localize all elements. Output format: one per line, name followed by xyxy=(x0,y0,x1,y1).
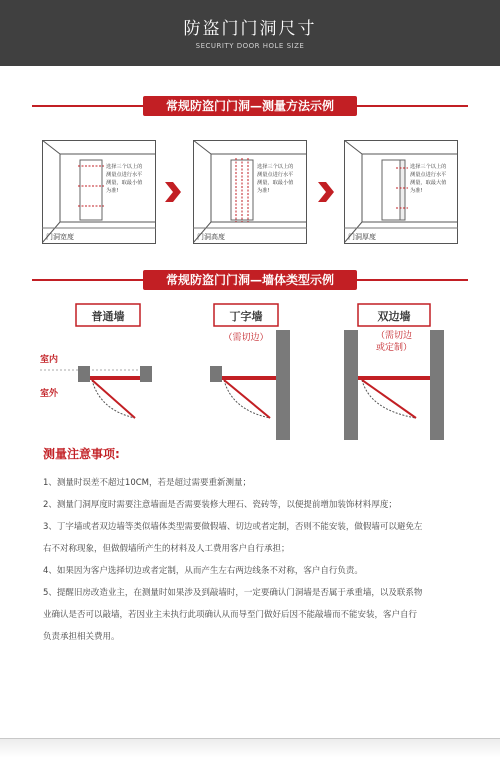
page-subtitle: SECURITY DOOR HOLE SIZE xyxy=(195,42,305,50)
chevron-right-icon xyxy=(318,182,334,202)
panel-label: 门洞高度 xyxy=(197,233,225,241)
wall-name: 普通墙 xyxy=(91,310,125,323)
note-item: 右不对称现象，但做假墙所产生的材料及人工费用客户自行承担； xyxy=(43,544,290,554)
note-item: 2、测量门洞厚度时需要注意墙面是否需要装修大理石、瓷砖等，以便提前增加装饰材料厚度； xyxy=(43,500,397,510)
panel-note-line: 测量，取最小值 xyxy=(257,180,294,186)
title-rule-left xyxy=(32,105,143,107)
panel-note-line: 测量点进行水平 xyxy=(410,172,447,178)
title-rule-left xyxy=(32,279,143,281)
measure-panel-height xyxy=(193,140,307,244)
page-header xyxy=(0,0,500,66)
notes-heading: 测量注意事项: xyxy=(43,447,120,461)
section-title-label: 常规防盗门门洞—墙体类型示例 xyxy=(143,270,357,290)
wall-note: （需切边 xyxy=(375,331,413,341)
wall-type-t xyxy=(200,300,300,440)
footer-shadow xyxy=(0,738,500,758)
panel-note-line: 测量，取最大值 xyxy=(410,180,447,186)
note-item: 4、如果因为客户选择切边或者定制，从而产生左右两边线条不对称，客户自行负责。 xyxy=(43,566,363,576)
panel-note-line: 选择三个以上的 xyxy=(106,164,143,170)
outdoor-label: 室外 xyxy=(40,389,59,399)
panel-note-line: 为准! xyxy=(257,188,270,194)
panel-label: 门洞厚度 xyxy=(348,233,376,241)
note-item: 3、丁字墙或者双边墙等类似墙体类型需要做假墙、切边或者定制，否则不能安装，做假墙可以避免左 xyxy=(43,522,423,532)
wall-type-double xyxy=(340,300,450,440)
panel-note-line: 测量点进行水平 xyxy=(257,172,294,178)
wall-name: 双边墙 xyxy=(377,310,411,323)
note-item: 负责承担相关费用。 xyxy=(43,632,120,642)
panel-note-line: 为准! xyxy=(106,188,119,194)
section-title-measurement xyxy=(0,96,500,116)
wall-note: （需切边） xyxy=(223,333,269,343)
panel-note-line: 测量，取最小值 xyxy=(106,180,143,186)
panel-label: 门洞宽度 xyxy=(46,233,74,241)
wall-type-ordinary xyxy=(40,300,160,430)
title-rule-right xyxy=(357,279,468,281)
section-title-wall-types xyxy=(0,270,500,290)
measure-panel-thickness xyxy=(344,140,458,244)
wall-note: 或定制） xyxy=(375,343,413,353)
note-item: 1、测量时误差不超过10CM，若是超过需要重新测量； xyxy=(43,478,251,488)
panel-note-line: 选择三个以上的 xyxy=(257,164,294,170)
measurement-notes xyxy=(43,445,463,648)
chevron-right-icon xyxy=(165,182,181,202)
measure-panel-width xyxy=(42,140,156,244)
note-item: 业确认是否可以敲墙，若因业主未执行此项确认从而导至门做好后因不能敲墙而不能安装，客户自行 xyxy=(43,610,418,620)
panel-note-line: 测量点进行水平 xyxy=(106,172,143,178)
indoor-label: 室内 xyxy=(40,355,59,365)
section-title-label: 常规防盗门门洞—测量方法示例 xyxy=(143,96,357,116)
panel-note-line: 为准! xyxy=(410,188,423,194)
title-rule-right xyxy=(357,105,468,107)
note-item: 5、提醒旧房改造业主，在测量时如果涉及到敲墙时，一定要确认门洞墙是否属于承重墙，以及联系物 xyxy=(43,588,423,598)
wall-name: 丁字墙 xyxy=(229,310,263,323)
page-title: 防盗门门洞尺寸 xyxy=(183,19,317,39)
panel-note-line: 选择三个以上的 xyxy=(410,164,447,170)
